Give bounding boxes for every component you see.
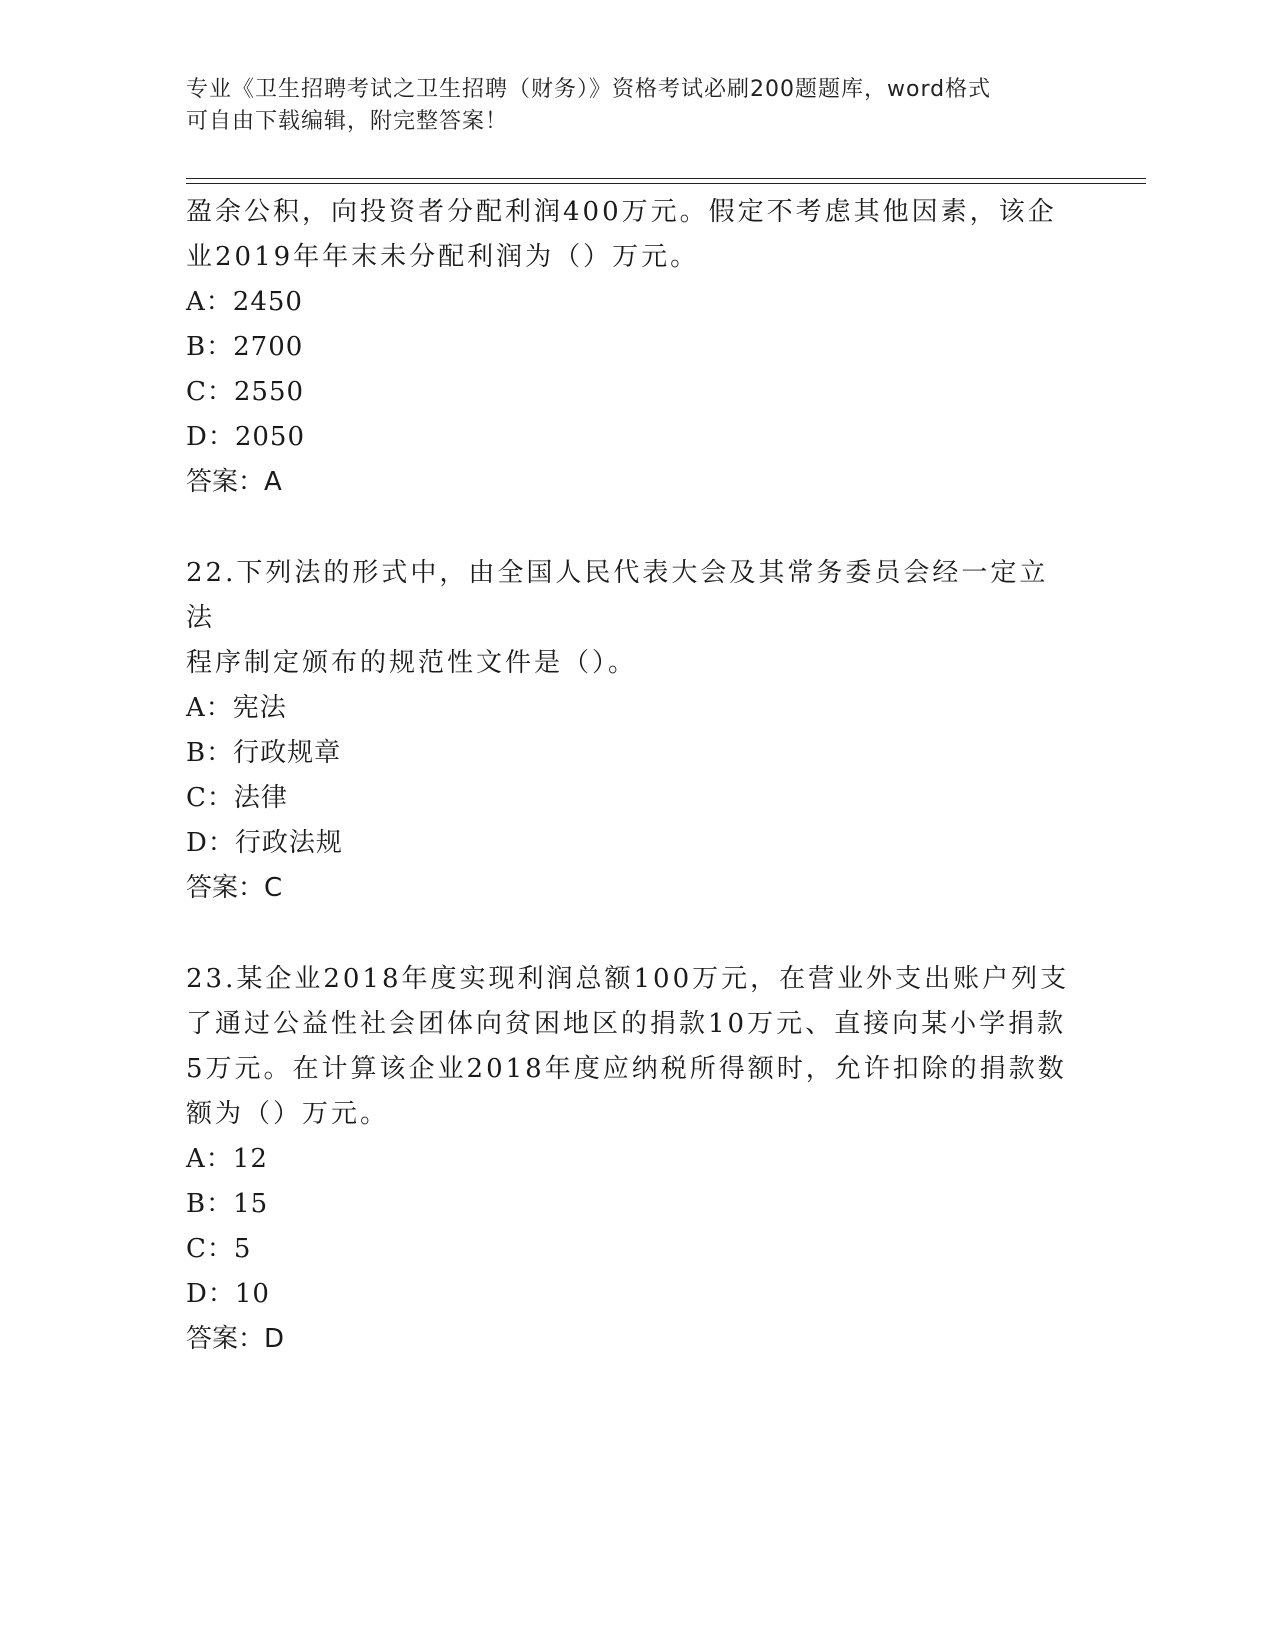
question-23-option-b: B：15 [186, 1189, 269, 1219]
header-title-line-1: 专业《卫生招聘考试之卫生招聘（财务）》资格考试必刷200题题库，word格式 [186, 77, 992, 102]
question-22-option-a: A：宪法 [186, 693, 287, 723]
question-23-option-a: A：12 [186, 1144, 268, 1174]
question-21-option-c: C：2550 [186, 377, 305, 407]
question-21-answer: 答案：A [186, 467, 282, 497]
question-22-option-b: B：行政规章 [186, 738, 342, 768]
question-23-text-line-1: 23.某企业2018年度实现利润总额100万元，在营业外支出账户列支 [186, 964, 1070, 994]
question-23-answer: 答案：D [186, 1324, 285, 1354]
document-body [186, 190, 1076, 1362]
spacer [186, 505, 1076, 551]
question-22-option-c: C：法律 [186, 783, 288, 813]
header-title-line-2: 可自由下载编辑，附完整答案！ [186, 109, 509, 134]
question-21 [186, 190, 1076, 505]
question-22-text-line-1: 22.下列法的形式中，由全国人民代表大会及其常务委员会经一定立法 [186, 558, 1049, 633]
question-23-text-line-4: 额为（）万元。 [186, 1099, 390, 1129]
question-22 [186, 551, 1076, 911]
spacer [186, 911, 1076, 957]
question-23 [186, 957, 1076, 1362]
document-header [186, 74, 1066, 138]
question-23-text-line-3: 5万元。在计算该企业2018年度应纳税所得额时，允许扣除的捐款数 [186, 1054, 1067, 1084]
question-21-text-line-2: 业2019年年末未分配利润为（）万元。 [186, 242, 700, 272]
question-22-answer: 答案：C [186, 873, 283, 903]
question-23-text-line-2: 了通过公益性社会团体向贫困地区的捐款10万元、直接向某小学捐款 [186, 1009, 1067, 1039]
question-21-option-d: D：2050 [186, 422, 306, 452]
header-divider-bottom [186, 183, 1146, 184]
question-22-option-d: D：行政法规 [186, 828, 343, 858]
question-23-option-c: C：5 [186, 1234, 252, 1264]
question-21-option-a: A：2450 [186, 287, 303, 317]
question-21-option-b: B：2700 [186, 332, 304, 362]
question-23-option-d: D：10 [186, 1279, 270, 1309]
question-22-text-line-2: 程序制定颁布的规范性文件是（）。 [186, 648, 638, 678]
header-divider-top [186, 178, 1146, 179]
question-21-text-line-1: 盈余公积，向投资者分配利润400万元。假定不考虑其他因素，该企 [186, 197, 1057, 227]
